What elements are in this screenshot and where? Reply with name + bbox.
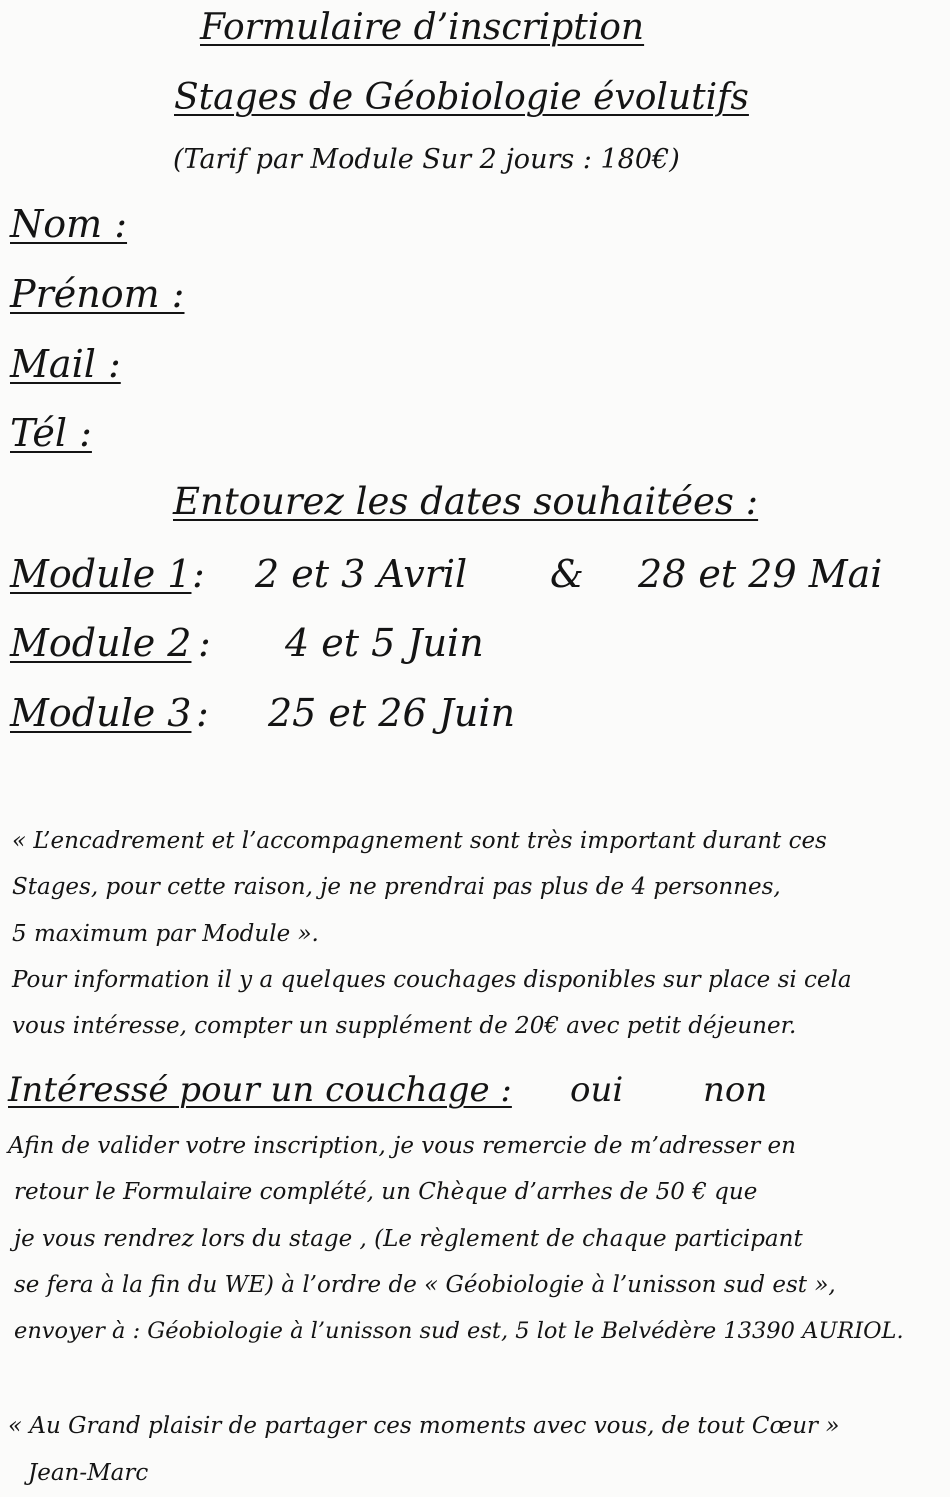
- module-1-date-2: 28 et 29 Mai: [638, 552, 883, 596]
- module-1-date-1: 2 et 3 Avril: [255, 552, 468, 596]
- module-2-date-1: 4 et 5 Juin: [285, 621, 484, 665]
- validation-line-5: envoyer à : Géobiologie à l’unisson sud est, 5 lot le Belvédère 13390 AURIOL.: [14, 1318, 904, 1344]
- couchage-question: Intéressé pour un couchage :: [8, 1070, 512, 1110]
- module-3-separator: :: [196, 691, 209, 735]
- tariff-note: (Tarif par Module Sur 2 jours : 180€): [173, 144, 680, 175]
- couchage-oui-option: oui: [570, 1070, 624, 1110]
- module-2-separator: :: [198, 621, 211, 665]
- validation-line-3: je vous rendrez lors du stage , (Le règlement de chaque participant: [14, 1226, 803, 1252]
- closing-quote: « Au Grand plaisir de partager ces moments avec vous, de tout Cœur »: [8, 1413, 840, 1439]
- field-mail-label: Mail :: [10, 342, 121, 386]
- signature: Jean-Marc: [28, 1460, 149, 1486]
- module-1-label: Module 1: [10, 552, 192, 596]
- module-3-label: Module 3: [10, 691, 192, 735]
- module-1-ampersand: &: [550, 552, 584, 596]
- note-line-1: « L’encadrement et l’accompagnement sont très important durant ces: [12, 828, 827, 854]
- note-line-2: Stages, pour cette raison, je ne prendrai pas plus de 4 personnes,: [12, 874, 781, 900]
- form-title: Formulaire d’inscription: [200, 7, 645, 48]
- module-1-separator: :: [192, 552, 205, 596]
- validation-line-2: retour le Formulaire complété, un Chèque d’arrhes de 50 € que: [14, 1179, 758, 1205]
- dates-heading: Entourez les dates souhaitées :: [173, 480, 759, 523]
- note-line-4: Pour information il y a quelques couchages disponibles sur place si cela: [12, 967, 852, 993]
- field-tel-label: Tél :: [10, 411, 92, 455]
- field-nom-label: Nom :: [10, 202, 128, 246]
- note-line-3: 5 maximum par Module ».: [12, 921, 319, 947]
- note-line-5: vous intéresse, compter un supplément de 20€ avec petit déjeuner.: [12, 1013, 797, 1039]
- form-subtitle: Stages de Géobiologie évolutifs: [174, 77, 749, 118]
- validation-line-1: Afin de valider votre inscription, je vous remercie de m’adresser en: [8, 1133, 796, 1159]
- module-3-date-1: 25 et 26 Juin: [268, 691, 516, 735]
- field-prenom-label: Prénom :: [10, 272, 185, 316]
- validation-line-4: se fera à la fin du WE) à l’ordre de « Géobiologie à l’unisson sud est »,: [14, 1272, 836, 1298]
- couchage-non-option: non: [703, 1070, 768, 1110]
- module-2-label: Module 2: [10, 621, 192, 665]
